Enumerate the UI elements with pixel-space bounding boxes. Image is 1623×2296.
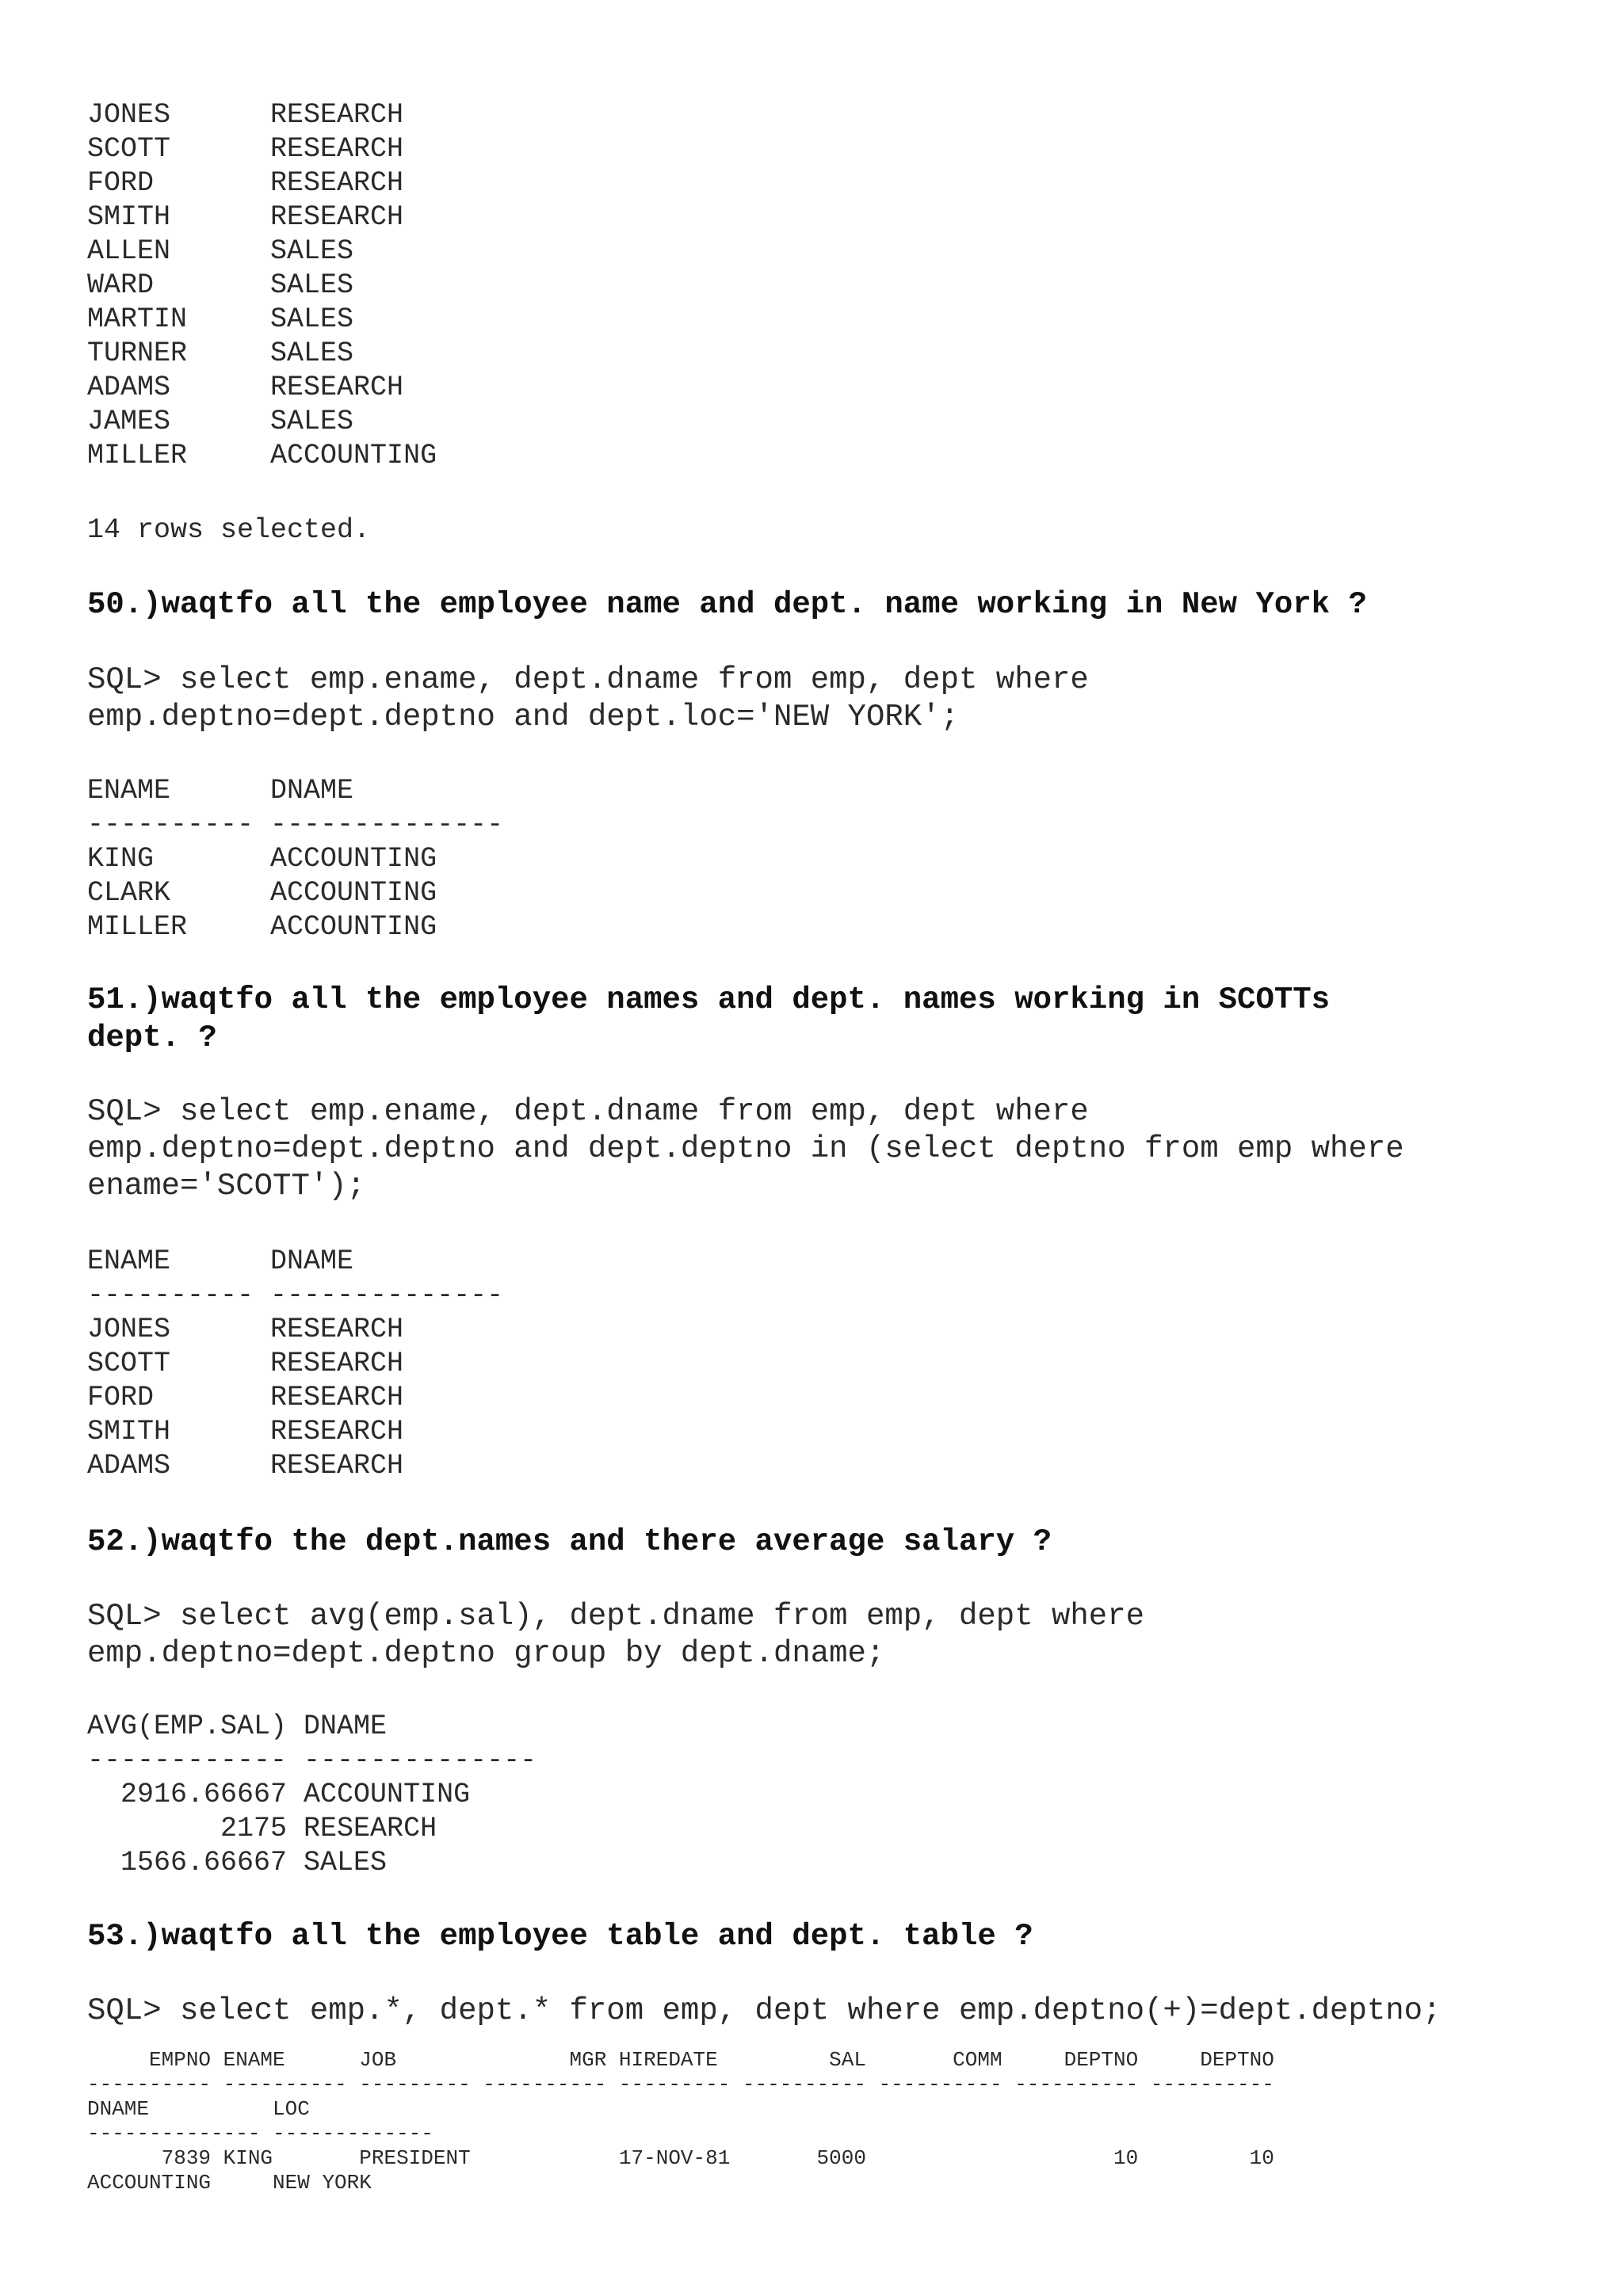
- question-51-result: ENAME DNAME ---------- -------------- JONES RESEARCH SCOTT RESEARCH FORD RESEARCH SMITH RESEARCH ADAMS RESEARCH: [87, 1245, 504, 1482]
- question-50-sql: SQL> select emp.ename, dept.dname from emp, dept where emp.deptno=dept.deptno and dept.loc='NEW YORK';: [87, 662, 1089, 734]
- question-53-result: EMPNO ENAME JOB MGR HIREDATE SAL COMM DEPTNO DEPTNO ---------- ---------- --------- ---------- --------- ---------- ---------- ---------- ---------- DNAME LOC -------------- ------------- 7839 KING PRESIDENT 17-NOV-81 5000 10 10 ACCOUNTING NEW YORK: [87, 2048, 1274, 2195]
- question-53-heading: 53.)waqtfo all the employee table and dept. table ?: [87, 1919, 1033, 1954]
- question-51-sql: SQL> select emp.ename, dept.dname from emp, dept where emp.deptno=dept.deptno and dept.deptno in (select deptno from emp where ename='SCOTT');: [87, 1094, 1404, 1203]
- question-52-result: AVG(EMP.SAL) DNAME ------------ -------------- 2916.66667 ACCOUNTING 2175 RESEARCH 1566.66667 SALES: [87, 1711, 537, 1878]
- question-50-result: ENAME DNAME ---------- -------------- KING ACCOUNTING CLARK ACCOUNTING MILLER ACCOUNTING: [87, 775, 504, 943]
- question-51-heading: 51.)waqtfo all the employee names and dept. names working in SCOTTs dept. ?: [87, 982, 1331, 1055]
- question-50-heading: 50.)waqtfo all the employee name and dept. name working in New York ?: [87, 587, 1367, 622]
- query-result-rows: JONES RESEARCH SCOTT RESEARCH FORD RESEARCH SMITH RESEARCH ALLEN SALES WARD SALES MARTIN SALES TURNER SALES ADAMS RESEARCH JAMES SALES MILLER ACCOUNTING: [87, 99, 437, 471]
- question-52-heading: 52.)waqtfo the dept.names and there average salary ?: [87, 1524, 1052, 1559]
- rows-selected-footer: 14 rows selected.: [87, 514, 371, 546]
- question-53-sql: SQL> select emp.*, dept.* from emp, dept where emp.deptno(+)=dept.deptno;: [87, 1993, 1442, 2028]
- question-52-sql: SQL> select avg(emp.sal), dept.dname from emp, dept where emp.deptno=dept.deptno group by dept.dname;: [87, 1599, 1145, 1671]
